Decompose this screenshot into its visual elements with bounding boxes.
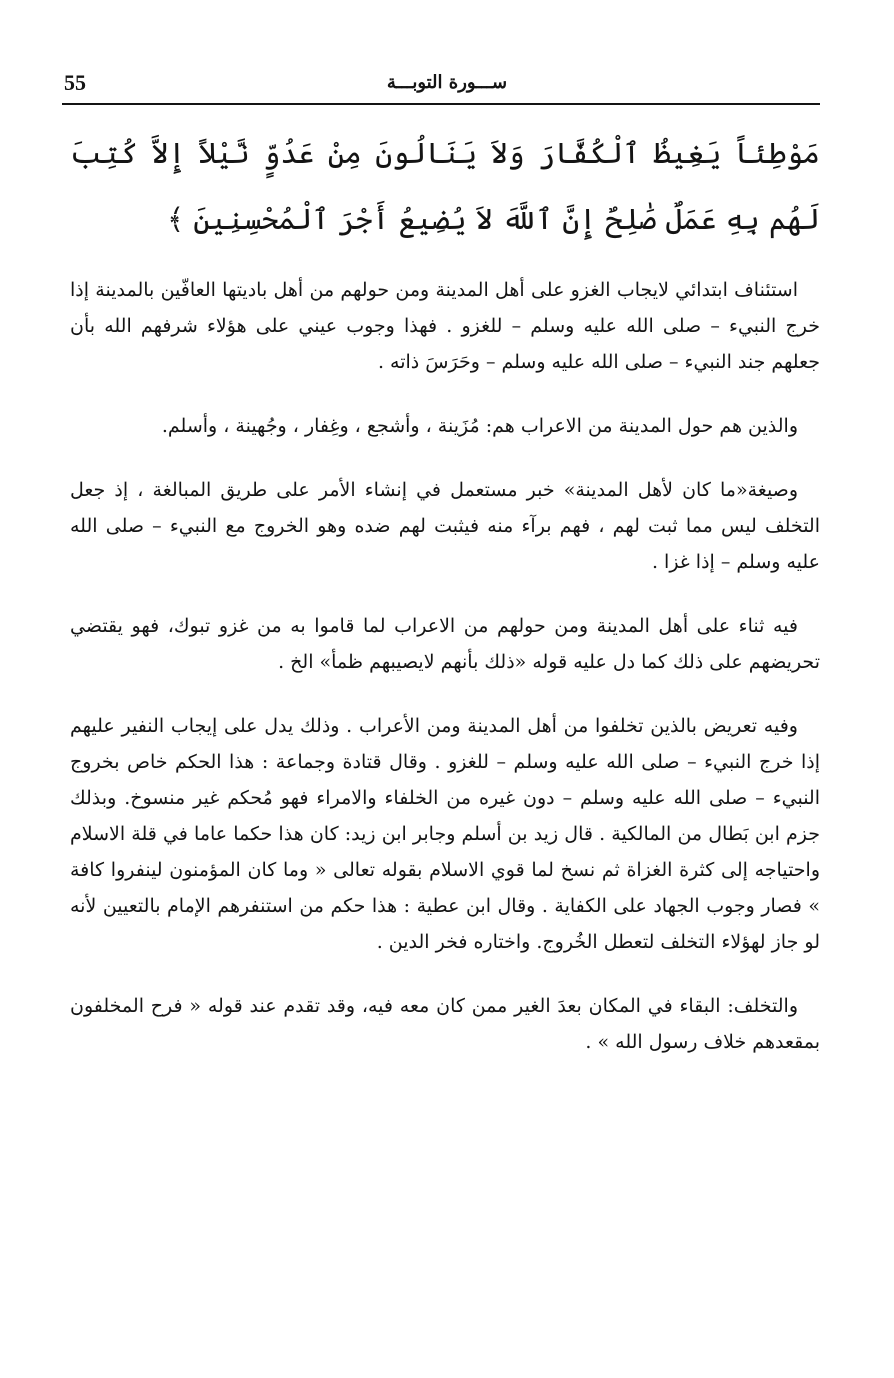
commentary-paragraph: والتخلف: البقاء في المكان بعدَ الغير ممن كان معه فيه، وقد تقدم عند قوله « فرح المخلفون بمقعدهم خلاف رسول الله » .	[70, 995, 820, 1053]
commentary-paragraph: وفيه تعريض بالذين تخلفوا من أهل المدينة ومن الأعراب . وذلك يدل على إيجاب النفير عليهم إذا خرج النبيء – صلى الله عليه وسلم – للغزو . وقال قتادة وجماعة : هذا الحكم خاص بخروج النبيء – صلى الله عليه وسلم – دون غيره من الخلفاء والامراء فهو مُحكم غير منسوخ. وبذلك جزم ابن بَطال من المالكية . قال زيد بن أسلم وجابر ابن زيد: كان هذا حكما عاما في قلة الاسلام واحتياجه إلى كثرة الغزاة ثم نسخ لما قوي الاسلام بقوله تعالى « وما كان المؤمنون لينفروا كافة » فصار وجوب الجهاد على الكفاية . وقال ابن عطية : هذا حكم من استنفرهم الإمام بالتعيين لأنه لو جاز لهؤلاء التخلف لتعطل الخُروج. واختاره فخر الدين .	[70, 715, 820, 953]
commentary-paragraph: والذين هم حول المدينة من الاعراب هم: مُزَينة ، وأشجع ، وغِفار ، وجُهينة ، وأسلم.	[161, 415, 798, 437]
quran-verse: مَوْطِئاً يَغِيظُ ٱلْكُفَّارَ وَلاَ يَنَالُونَ مِنْ عَدُوٍّ نَّيْلاً إِلاَّ كُتِبَ لَهُم بِهِ عَمَلٌ صَٰلِحٌ إِنَّ ٱللَّهَ لاَ يُضِيعُ أَجْرَ ٱلْمُحْسِنِينَ ﴾	[70, 136, 820, 236]
page-number: 55	[64, 70, 86, 95]
header-divider	[62, 103, 820, 105]
commentary-paragraph: فيه ثناء على أهل المدينة ومن حولهم من الاعراب لما قاموا به من غزو تبوك، فهو يقتضي تحريضهم على ذلك كما دل عليه قوله «ذلك بأنهم لايصيبهم ظمأ» الخ .	[70, 615, 820, 673]
commentary-body	[70, 272, 820, 1088]
commentary-paragraph: وصيغة«ما كان لأهل المدينة» خبر مستعمل في إنشاء الأمر على طريق المبالغة ، إذ جعل التخلف ليس مما ثبت لهم ، فهم برآء منه فيثبت لهم ضده وهو الخروج مع النبيء – صلى الله عليه وسلم – إذا غزا .	[70, 479, 820, 573]
commentary-paragraph: استئناف ابتدائي لايجاب الغزو على أهل المدينة ومن حولهم من أهل باديتها العافّين بالمدينة إذا خرج النبيء – صلى الله عليه وسلم – للغزو . فهذا وجوب عيني على هؤلاء شرفهم الله بأن جعلهم جند النبيء – صلى الله عليه وسلم – وحَرَسَ ذاته .	[70, 279, 820, 373]
surah-header: ســـورة التوبـــة	[386, 72, 508, 93]
